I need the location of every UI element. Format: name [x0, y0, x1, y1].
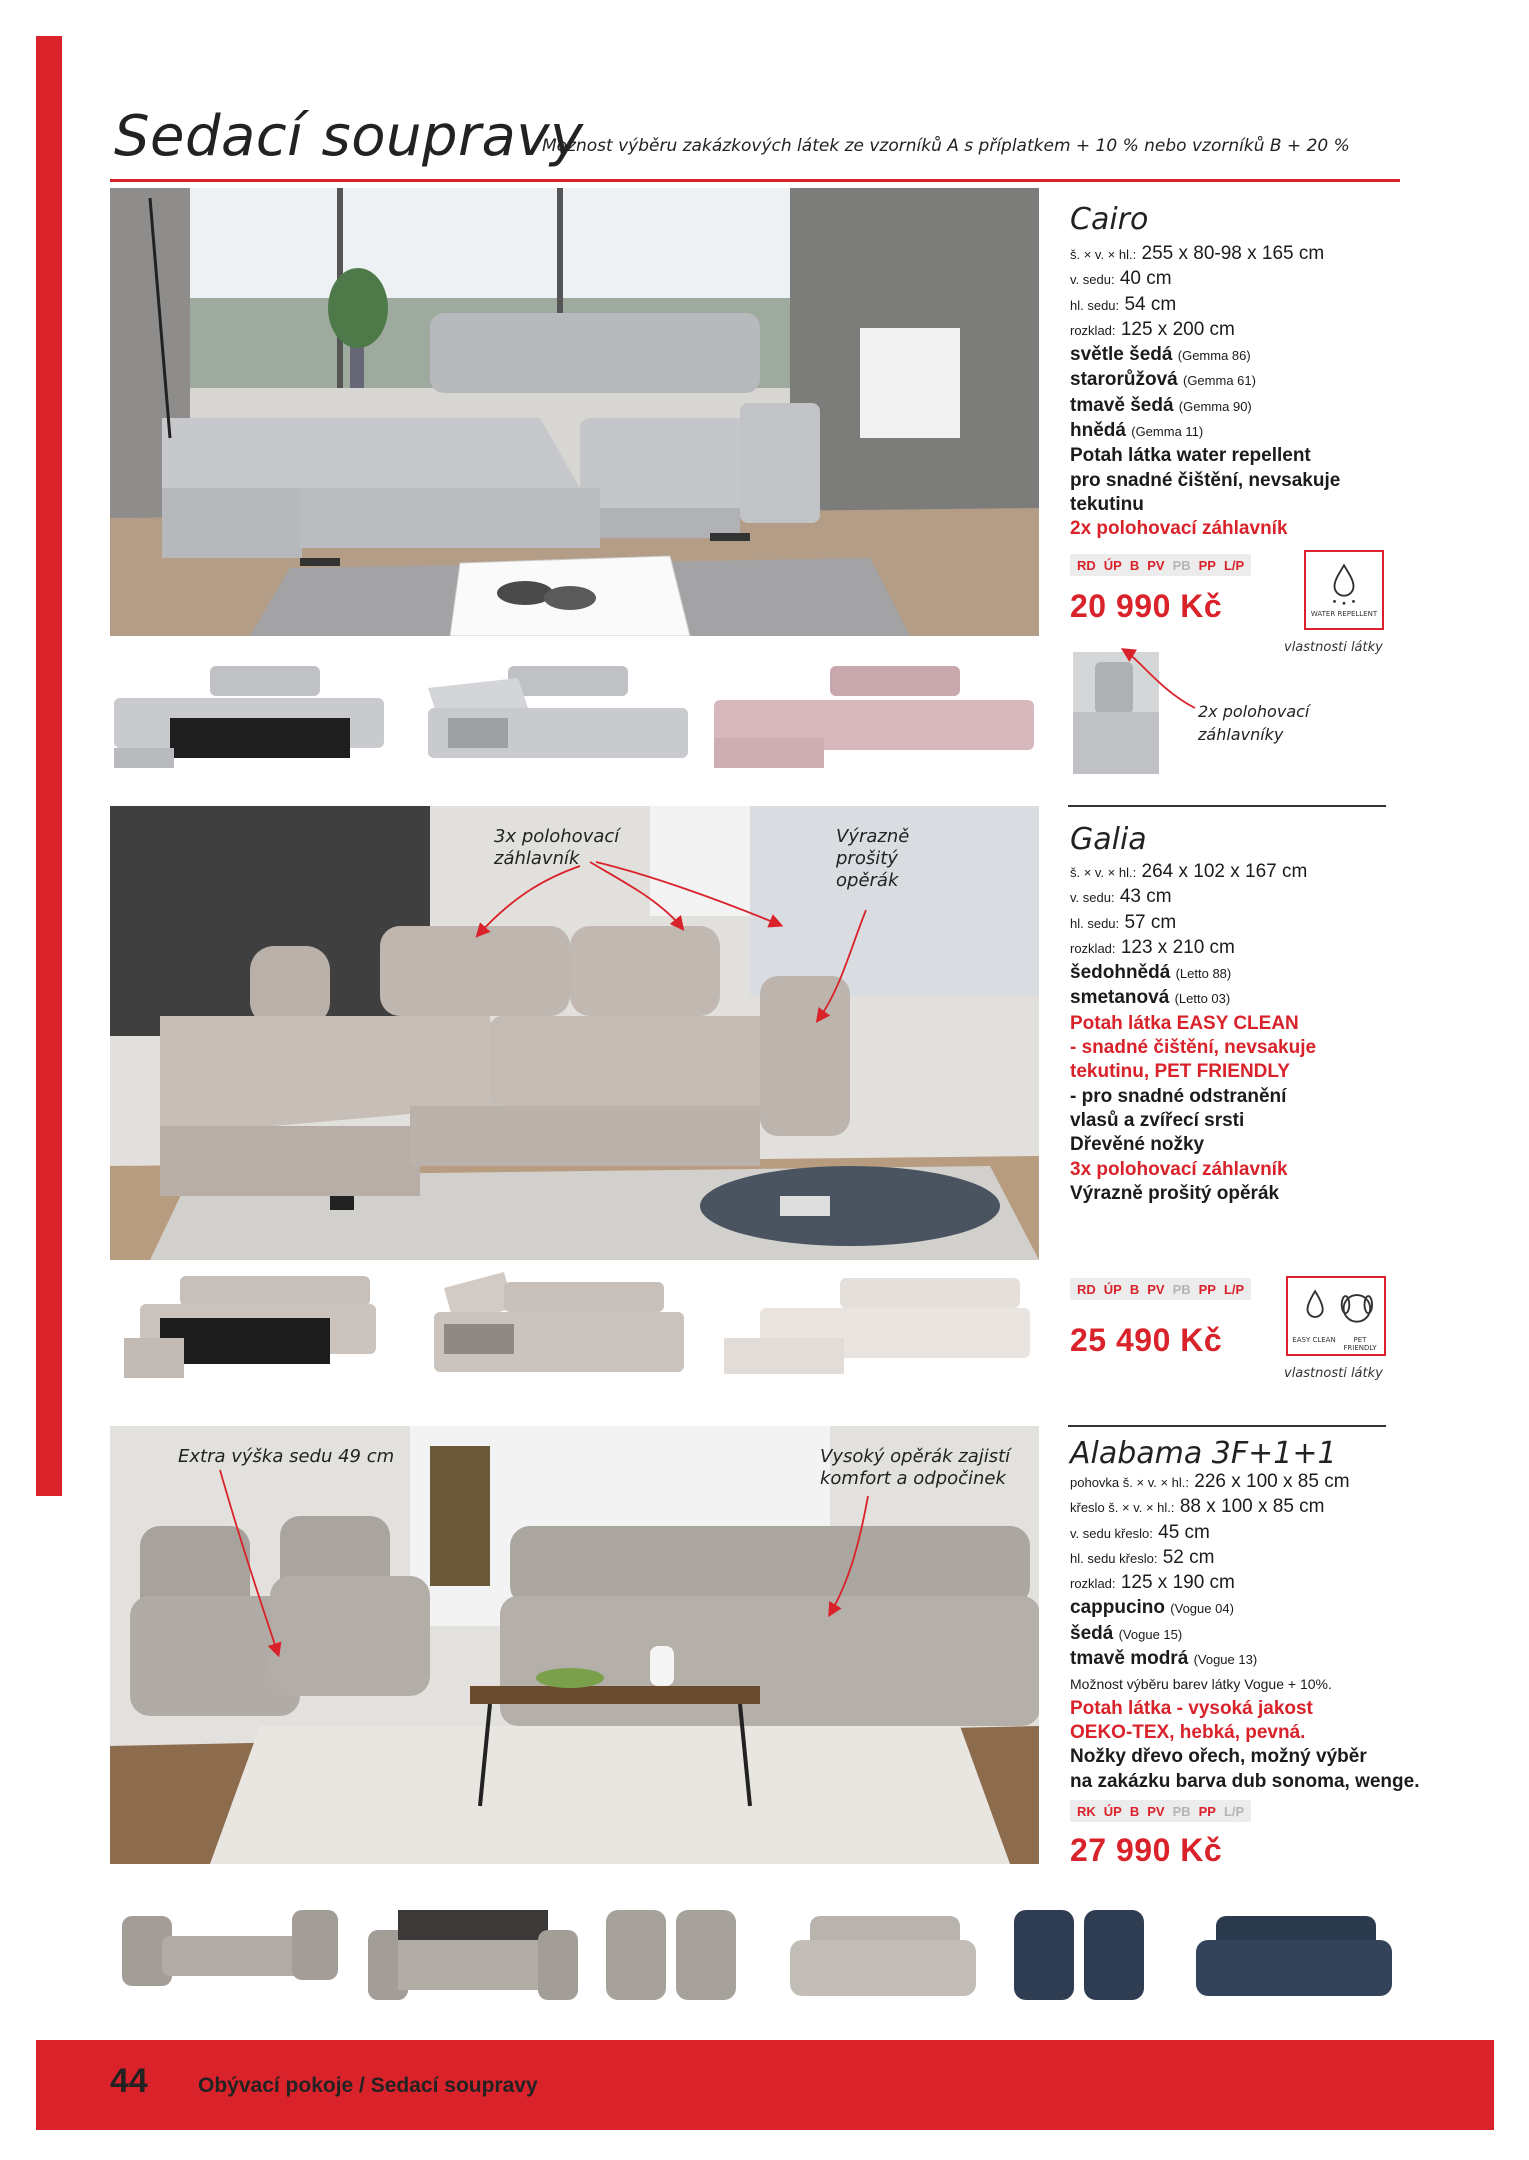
color-name: hnědá: [1070, 420, 1126, 442]
cairo-thumb-storage: [418, 658, 698, 778]
color-name: šedohnědá: [1070, 962, 1171, 984]
color-option: [1070, 986, 1400, 1011]
cairo-fabric-caption: vlastnosti látky: [1284, 640, 1383, 655]
cairo-headrest-detail: [1073, 652, 1159, 774]
spec-row: [1070, 1571, 1450, 1596]
color-name: tmavě modrá: [1070, 1648, 1189, 1670]
color-name: tmavě šedá: [1070, 394, 1174, 416]
fabric-note: Možnost výběru barev látky Vogue + 10%.: [1070, 1676, 1332, 1693]
galia-name: Galia: [1070, 822, 1147, 857]
spec-row: [1070, 1470, 1450, 1495]
badge: B: [1129, 557, 1140, 573]
alabama-specs: [1070, 1470, 1450, 1794]
cairo-headrest-annotation: 2x polohovací záhlavníky: [1198, 702, 1310, 744]
spec-value: 125 x 200 cm: [1120, 318, 1235, 340]
page-subtitle: Možnost výběru zakázkových látek ze vzorníků A s příplatkem + 10 % nebo vzorníků B + 20 %: [542, 136, 1350, 156]
cairo-delivery-badges: [1070, 554, 1251, 576]
cairo-name: Cairo: [1070, 202, 1149, 237]
galia-price: 25 490 Kč: [1070, 1322, 1223, 1358]
page-footer: [36, 2040, 1494, 2130]
alabama-thumb-sofa-grey: [780, 1900, 980, 2010]
badge: PV: [1147, 1281, 1165, 1297]
water-repellent-icon: [1304, 550, 1384, 630]
color-code: (Gemma 61): [1182, 373, 1256, 389]
page-title: Sedací soupravy: [114, 104, 584, 169]
spec-value: 54 cm: [1124, 293, 1177, 315]
fabric-line: - snadné čištění, nevsakuje: [1070, 1037, 1317, 1059]
color-option: [1070, 368, 1400, 393]
alabama-main-photo: [110, 1426, 1039, 1864]
spec-value: 43 cm: [1119, 886, 1172, 908]
color-option: [1070, 343, 1400, 368]
color-code: (Gemma 11): [1131, 424, 1204, 440]
galia-specs: [1070, 860, 1400, 1206]
spec-label: rozklad:: [1070, 1576, 1116, 1592]
galia-headrest-annotation: 3x polohovací záhlavník: [494, 826, 620, 869]
accent-bar: [36, 36, 62, 1496]
fabric-icon-label: WATER REPELLENT: [1310, 610, 1378, 618]
badge: L/P: [1223, 1803, 1245, 1819]
badge: L/P: [1223, 557, 1245, 573]
spec-value: 45 cm: [1158, 1521, 1210, 1543]
galia-thumb-storage: [424, 1268, 690, 1388]
spec-value: 52 cm: [1162, 1546, 1215, 1568]
badge: PP: [1198, 557, 1216, 573]
badge: PP: [1198, 1803, 1216, 1819]
fabric-line: Potah látka EASY CLEAN: [1070, 1012, 1299, 1034]
galia-thumb-bed: [120, 1268, 382, 1388]
badge: PV: [1147, 557, 1165, 573]
galia-fabric-caption: vlastnosti látky: [1284, 1366, 1383, 1381]
spec-row: [1070, 860, 1400, 885]
spec-row: [1070, 318, 1400, 343]
cairo-thumb-pink: [710, 658, 1040, 778]
alabama-delivery-badges: [1070, 1800, 1251, 1822]
alabama-thumb-storage: [358, 1900, 584, 2010]
easy-clean-pet-friendly-icon: [1286, 1276, 1386, 1356]
badge: PB: [1172, 557, 1191, 573]
spec-value: 264 x 102 x 167 cm: [1141, 861, 1308, 882]
color-code: (Vogue 15): [1118, 1626, 1183, 1642]
badge: PB: [1172, 1281, 1191, 1297]
galia-back-annotation: Výrazně prošitý opěrák: [836, 826, 910, 891]
fabric-line: tekutinu, PET FRIENDLY: [1070, 1061, 1290, 1083]
badge: RD: [1077, 1281, 1096, 1297]
badge: RK: [1077, 1803, 1096, 1819]
badge: PB: [1172, 1803, 1191, 1819]
fabric-line: OEKO-TEX, hebká, pevná.: [1070, 1721, 1306, 1743]
color-code: (Letto 03): [1174, 991, 1231, 1007]
galia-divider: [1068, 805, 1386, 807]
spec-value: 88 x 100 x 85 cm: [1179, 1496, 1325, 1518]
feature-line: Nožky dřevo ořech, možný výběr: [1070, 1746, 1367, 1768]
badge: L/P: [1223, 1281, 1245, 1297]
fabric-icon-label: EASY CLEAN: [1292, 1336, 1336, 1344]
spec-row: [1070, 885, 1400, 910]
color-name: cappucino: [1070, 1597, 1166, 1619]
fabric-line: pro snadné čištění, nevsakuje: [1070, 469, 1341, 491]
spec-label: hl. sedu:: [1070, 297, 1120, 313]
spec-value: 125 x 190 cm: [1120, 1572, 1235, 1594]
fabric-line: Potah látka - vysoká jakost: [1070, 1697, 1313, 1719]
feature-line: 3x polohovací záhlavník: [1070, 1158, 1288, 1180]
spec-value: 226 x 100 x 85 cm: [1194, 1471, 1350, 1492]
fabric-icon-label: PET FRIENDLY: [1343, 1336, 1377, 1352]
feature-line: Dřevěné nožky: [1070, 1134, 1205, 1156]
feature-line: Výrazně prošitý opěrák: [1070, 1182, 1280, 1204]
alabama-seat-annotation: Extra výška sedu 49 cm: [178, 1446, 395, 1467]
spec-label: pohovka š. × v. × hl.:: [1070, 1475, 1189, 1490]
spec-label: v. sedu:: [1070, 272, 1115, 288]
cairo-thumb-bed: [110, 658, 400, 778]
galia-thumb-cream: [720, 1268, 1040, 1388]
spec-value: 40 cm: [1119, 268, 1172, 290]
spec-label: š. × v. × hl.:: [1070, 865, 1137, 880]
feature-line: vlasů a zvířecí srsti: [1070, 1109, 1245, 1131]
section-title: Obývací pokoje / Sedací soupravy: [198, 2074, 538, 2097]
galia-delivery-badges: [1070, 1278, 1251, 1300]
spec-row: [1070, 293, 1400, 318]
color-option: [1070, 1596, 1450, 1621]
spec-label: křeslo š. × v. × hl.:: [1070, 1500, 1175, 1516]
feature-line: na zakázku barva dub sonoma, wenge.: [1070, 1770, 1420, 1792]
cairo-price: 20 990 Kč: [1070, 588, 1223, 624]
color-option: [1070, 1647, 1450, 1672]
badge: RD: [1077, 557, 1096, 573]
spec-row: [1070, 1495, 1450, 1520]
spec-label: v. sedu křeslo:: [1070, 1525, 1153, 1541]
spec-row: [1070, 911, 1400, 936]
spec-row: [1070, 1546, 1450, 1571]
badge: B: [1129, 1803, 1140, 1819]
color-option: [1070, 961, 1400, 986]
cairo-specs: [1070, 242, 1400, 542]
alabama-back-annotation: Vysoký opěrák zajistí komfort a odpočinek: [820, 1446, 1011, 1489]
badge: ÚP: [1103, 557, 1122, 573]
cairo-main-photo: [110, 188, 1039, 636]
badge: ÚP: [1103, 1803, 1122, 1819]
spec-label: hl. sedu křeslo:: [1070, 1550, 1158, 1566]
color-option: [1070, 394, 1400, 419]
page-header: [110, 100, 1400, 182]
badge: PV: [1147, 1803, 1165, 1819]
spec-value: 123 x 210 cm: [1120, 936, 1235, 958]
color-code: (Vogue 04): [1170, 1601, 1234, 1617]
alabama-divider: [1068, 1425, 1386, 1427]
alabama-thumb-armchairs-navy: [1008, 1900, 1158, 2010]
color-code: (Vogue 13): [1193, 1652, 1258, 1668]
spec-label: hl. sedu:: [1070, 915, 1120, 931]
feature-line: - pro snadné odstranění: [1070, 1085, 1287, 1107]
badge: B: [1129, 1281, 1140, 1297]
alabama-thumb-sofa-navy: [1186, 1900, 1396, 2010]
badge: ÚP: [1103, 1281, 1122, 1297]
spec-label: rozklad:: [1070, 322, 1116, 338]
alabama-name: Alabama 3F+1+1: [1070, 1436, 1337, 1471]
spec-label: v. sedu:: [1070, 890, 1115, 906]
alabama-thumb-armchairs: [600, 1900, 750, 2010]
alabama-price: 27 990 Kč: [1070, 1832, 1223, 1868]
spec-row: [1070, 242, 1400, 267]
page-number: 44: [110, 2062, 148, 2100]
spec-value: 255 x 80-98 x 165 cm: [1141, 243, 1325, 264]
spec-row: [1070, 1521, 1450, 1546]
color-name: světle šedá: [1070, 344, 1173, 366]
spec-row: [1070, 936, 1400, 961]
spec-label: š. × v. × hl.:: [1070, 247, 1137, 262]
alabama-thumb-bed: [112, 1900, 342, 2010]
color-name: starorůžová: [1070, 369, 1178, 391]
color-name: smetanová: [1070, 987, 1170, 1009]
feature-line: 2x polohovací záhlavník: [1070, 518, 1288, 540]
color-option: [1070, 419, 1400, 444]
color-name: šedá: [1070, 1622, 1114, 1644]
fabric-line: Potah látka water repellent: [1070, 445, 1311, 467]
color-code: (Gemma 90): [1178, 398, 1252, 414]
spec-value: 57 cm: [1124, 911, 1177, 933]
color-code: (Gemma 86): [1177, 348, 1251, 364]
spec-label: rozklad:: [1070, 940, 1116, 956]
fabric-line: tekutinu: [1070, 493, 1144, 515]
color-code: (Letto 88): [1175, 966, 1232, 982]
badge: PP: [1198, 1281, 1216, 1297]
spec-row: [1070, 267, 1400, 292]
color-option: [1070, 1622, 1450, 1647]
